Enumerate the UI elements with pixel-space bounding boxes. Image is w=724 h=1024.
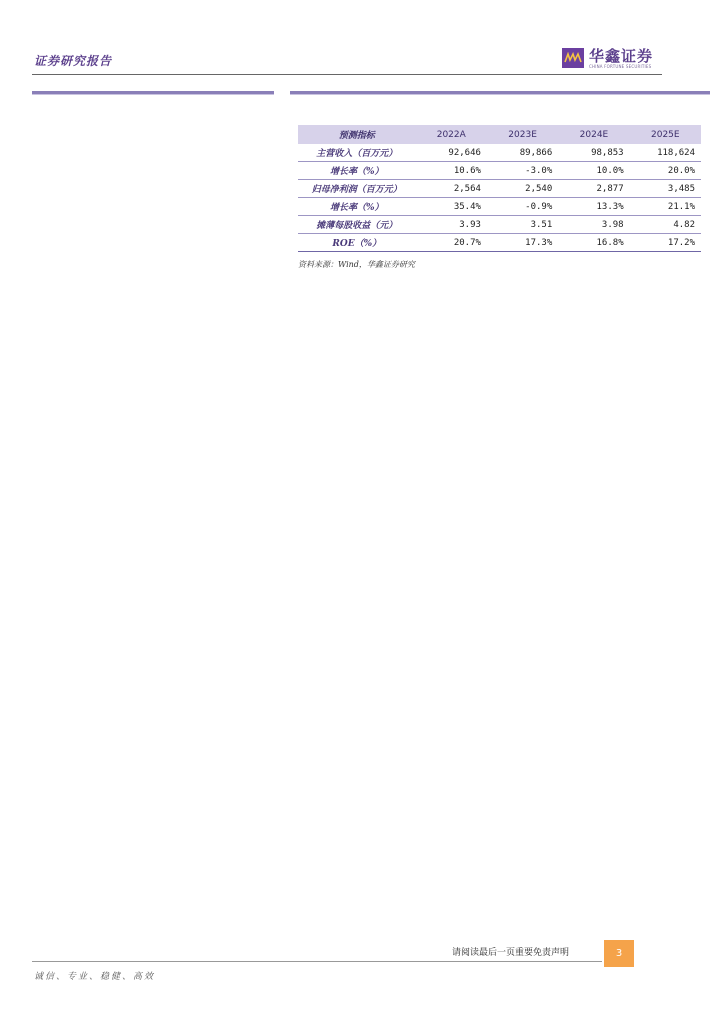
row-label: 主营收入（百万元） <box>298 144 416 162</box>
table-header-cell: 2023E <box>487 125 558 144</box>
table-header-row <box>298 125 701 144</box>
row-label: 归母净利润（百万元） <box>298 180 416 198</box>
table-header-cell: 2025E <box>630 125 701 144</box>
table-cell: 89,866 <box>487 144 558 162</box>
row-label: ROE（%） <box>298 234 416 252</box>
row-label: 增长率（%） <box>298 198 416 216</box>
table-cell: 2,877 <box>558 180 629 198</box>
table-cell: 10.0% <box>558 162 629 180</box>
table-cell: 118,624 <box>630 144 701 162</box>
logo-mark-icon <box>562 48 584 68</box>
table-cell: 3.93 <box>416 216 487 234</box>
table-cell: 3.98 <box>558 216 629 234</box>
footer-motto: 诚信、专业、稳健、高效 <box>34 972 156 982</box>
page-number-badge: 3 <box>604 940 634 967</box>
table-cell: 17.3% <box>487 234 558 252</box>
footer-rule <box>32 961 602 962</box>
table-cell: 92,646 <box>416 144 487 162</box>
header-rule <box>32 74 662 75</box>
report-header-title: 证券研究报告 <box>34 54 113 68</box>
table-cell: 98,853 <box>558 144 629 162</box>
table-header-cell: 2024E <box>558 125 629 144</box>
table-row <box>298 216 701 234</box>
table-cell: 2,540 <box>487 180 558 198</box>
table-cell: 21.1% <box>630 198 701 216</box>
table-header-cell: 预测指标 <box>298 125 416 144</box>
table-row <box>298 234 701 252</box>
section-bar-left <box>32 91 274 95</box>
section-bar-right <box>290 91 710 95</box>
table-row <box>298 162 701 180</box>
table-row <box>298 180 701 198</box>
table-row <box>298 144 701 162</box>
table-cell: 3,485 <box>630 180 701 198</box>
logo-subtitle: CHINA FORTUNE SECURITIES <box>589 64 652 69</box>
table-cell: -3.0% <box>487 162 558 180</box>
table-cell: -0.9% <box>487 198 558 216</box>
table-source-note: 资料来源：Wind，华鑫证券研究 <box>298 260 415 269</box>
disclaimer-link: 请阅读最后一页重要免责声明 <box>452 948 570 958</box>
forecast-table <box>298 125 701 252</box>
row-label: 摊薄每股收益（元） <box>298 216 416 234</box>
table-cell: 2,564 <box>416 180 487 198</box>
company-logo <box>562 46 662 72</box>
table-cell: 35.4% <box>416 198 487 216</box>
table-cell: 4.82 <box>630 216 701 234</box>
table-row <box>298 198 701 216</box>
row-label: 增长率（%） <box>298 162 416 180</box>
table-cell: 10.6% <box>416 162 487 180</box>
table-cell: 20.7% <box>416 234 487 252</box>
table-header-cell: 2022A <box>416 125 487 144</box>
logo-name: 华鑫证券 <box>589 47 654 65</box>
table-cell: 3.51 <box>487 216 558 234</box>
table-cell: 16.8% <box>558 234 629 252</box>
table-cell: 20.0% <box>630 162 701 180</box>
table-cell: 13.3% <box>558 198 629 216</box>
table-cell: 17.2% <box>630 234 701 252</box>
